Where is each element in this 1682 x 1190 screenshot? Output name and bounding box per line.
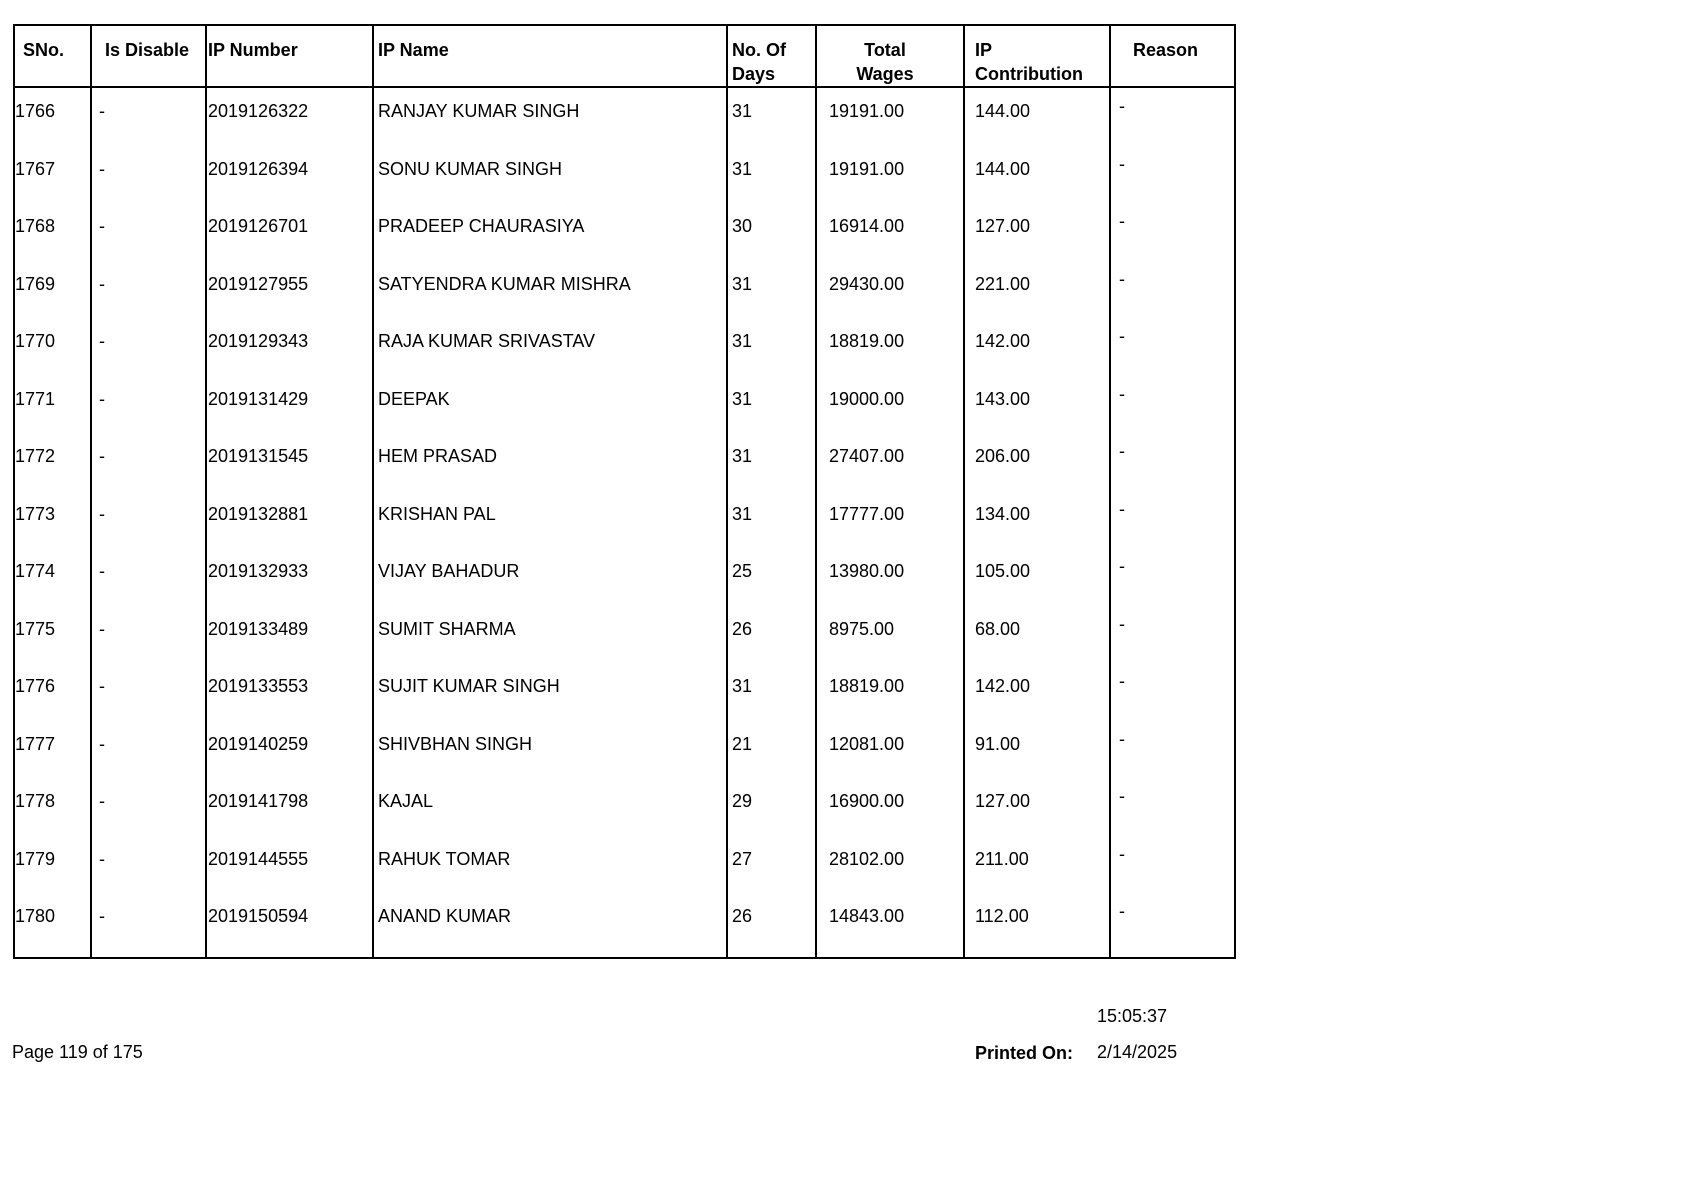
- cell-is-disable: [91, 433, 206, 491]
- cell-total-wages: [816, 261, 964, 319]
- table-row: [14, 491, 1235, 549]
- cell-ip-contribution: [964, 721, 1110, 779]
- table-row: [14, 778, 1235, 836]
- column-header-sno: [14, 25, 91, 87]
- cell-sno: [14, 721, 91, 779]
- cell-ip-name: [373, 203, 727, 261]
- cell-is-disable: [91, 778, 206, 836]
- cell-ip-number-value: 2019131429: [208, 388, 309, 409]
- cell-days: [727, 778, 816, 836]
- column-header-days-line1: No. Of: [732, 40, 786, 60]
- cell-total-wages-value: 19000.00: [829, 388, 905, 409]
- cell-days-value: 26: [732, 618, 753, 639]
- cell-reason: [1110, 836, 1235, 894]
- table-row: [14, 548, 1235, 606]
- cell-ip-contribution-value: 211.00: [975, 848, 1029, 869]
- cell-reason: [1110, 663, 1235, 721]
- cell-ip-contribution-value: 142.00: [975, 676, 1031, 696]
- cell-ip-contribution: [964, 261, 1110, 319]
- contribution-table: [13, 24, 1236, 959]
- cell-total-wages: [816, 376, 964, 434]
- cell-reason: [1110, 491, 1235, 549]
- cell-days: [727, 491, 816, 549]
- cell-ip-contribution-value: 91.00: [975, 733, 1021, 754]
- cell-sno-value: 1767: [15, 158, 56, 179]
- cell-ip-name-value: PRADEEP CHAURASIYA: [378, 216, 585, 236]
- cell-ip-name-value: SATYENDRA KUMAR MISHRA: [378, 273, 631, 294]
- cell-ip-name-value: SUJIT KUMAR SINGH: [378, 676, 560, 696]
- cell-reason: [1110, 87, 1235, 146]
- cell-days-value: 31: [732, 676, 753, 696]
- cell-reason-value: -: [1119, 786, 1125, 806]
- cell-is-disable-value: -: [99, 273, 105, 294]
- cell-total-wages-value: 27407.00: [829, 446, 905, 466]
- cell-sno: [14, 778, 91, 836]
- cell-sno-value: 1780: [15, 906, 56, 926]
- cell-sno-value: 1774: [15, 561, 56, 581]
- cell-reason-value: -: [1119, 901, 1125, 921]
- cell-days-value: 31: [732, 101, 753, 121]
- cell-is-disable: [91, 203, 206, 261]
- cell-days: [727, 87, 816, 146]
- cell-is-disable-value: -: [99, 906, 105, 926]
- cell-sno: [14, 318, 91, 376]
- cell-total-wages: [816, 663, 964, 721]
- table-row: [14, 318, 1235, 376]
- table-row: [14, 893, 1235, 958]
- cell-days-value: 31: [732, 446, 753, 466]
- cell-reason-value: -: [1119, 843, 1125, 864]
- table-row: [14, 721, 1235, 779]
- cell-ip-name: [373, 376, 727, 434]
- table-row: [14, 433, 1235, 491]
- cell-ip-number: [206, 606, 373, 664]
- cell-sno: [14, 836, 91, 894]
- cell-days: [727, 663, 816, 721]
- cell-ip-number: [206, 893, 373, 958]
- cell-ip-contribution-value: 134.00: [975, 503, 1031, 524]
- cell-is-disable-value: -: [99, 791, 105, 811]
- cell-sno: [14, 87, 91, 146]
- cell-ip-number-value: 2019126701: [208, 216, 309, 236]
- column-header-ip-number-label: IP Number: [208, 40, 298, 60]
- cell-ip-name-value: ANAND KUMAR: [378, 906, 512, 926]
- cell-sno-value: 1778: [15, 791, 56, 811]
- cell-sno: [14, 261, 91, 319]
- cell-ip-contribution: [964, 491, 1110, 549]
- cell-days: [727, 203, 816, 261]
- cell-total-wages: [816, 87, 964, 146]
- cell-ip-contribution: [964, 606, 1110, 664]
- cell-is-disable-value: -: [99, 216, 105, 236]
- cell-days-value: 31: [732, 273, 753, 294]
- cell-ip-number: [206, 721, 373, 779]
- cell-ip-contribution-value: 127.00: [975, 216, 1031, 236]
- table-row: [14, 261, 1235, 319]
- cell-ip-number-value: 2019127955: [208, 273, 309, 294]
- cell-is-disable: [91, 318, 206, 376]
- cell-ip-number: [206, 491, 373, 549]
- column-header-ip-name-label: IP Name: [378, 40, 449, 60]
- cell-reason-value: -: [1119, 268, 1125, 289]
- cell-total-wages-value: 14843.00: [829, 906, 905, 926]
- cell-total-wages: [816, 491, 964, 549]
- cell-total-wages-value: 18819.00: [829, 676, 905, 696]
- cell-ip-number: [206, 376, 373, 434]
- cell-ip-number-value: 2019144555: [208, 848, 309, 869]
- cell-ip-contribution: [964, 893, 1110, 958]
- cell-ip-name: [373, 261, 727, 319]
- cell-is-disable-value: -: [99, 676, 105, 696]
- cell-sno-value: 1772: [15, 446, 56, 466]
- cell-reason: [1110, 721, 1235, 779]
- cell-ip-number-value: 2019150594: [208, 906, 309, 926]
- cell-ip-contribution-value: 127.00: [975, 791, 1031, 811]
- cell-sno: [14, 491, 91, 549]
- column-header-is-disable-label: Is Disable: [105, 40, 190, 60]
- cell-total-wages-value: 28102.00: [829, 848, 905, 869]
- cell-ip-name: [373, 318, 727, 376]
- cell-ip-name: [373, 778, 727, 836]
- cell-days: [727, 433, 816, 491]
- table-row: [14, 606, 1235, 664]
- cell-ip-contribution: [964, 318, 1110, 376]
- cell-ip-contribution-value: 143.00: [975, 388, 1031, 409]
- cell-is-disable: [91, 836, 206, 894]
- cell-days: [727, 893, 816, 958]
- cell-total-wages-value: 13980.00: [829, 561, 905, 581]
- cell-total-wages: [816, 318, 964, 376]
- cell-sno: [14, 663, 91, 721]
- column-header-days: [727, 25, 816, 87]
- cell-sno: [14, 548, 91, 606]
- cell-ip-name: [373, 893, 727, 958]
- column-header-ip-contribution-label: [965, 26, 1109, 86]
- cell-days: [727, 318, 816, 376]
- cell-ip-number-value: 2019126394: [208, 158, 309, 179]
- column-header-reason: [1110, 25, 1235, 87]
- cell-days-value: 21: [732, 733, 753, 754]
- cell-ip-name: [373, 146, 727, 204]
- cell-sno-value: 1769: [15, 273, 56, 294]
- cell-is-disable: [91, 261, 206, 319]
- cell-total-wages-value: 12081.00: [829, 733, 905, 754]
- table-row: [14, 836, 1235, 894]
- column-header-reason-label: Reason: [1133, 40, 1199, 60]
- cell-sno: [14, 606, 91, 664]
- cell-sno-value: 1771: [15, 388, 56, 409]
- column-header-total-wages: [816, 25, 964, 87]
- cell-total-wages-value: 16914.00: [829, 216, 905, 236]
- cell-total-wages: [816, 778, 964, 836]
- cell-days: [727, 376, 816, 434]
- column-header-ip-name: [373, 25, 727, 87]
- cell-ip-contribution: [964, 663, 1110, 721]
- cell-ip-number: [206, 87, 373, 146]
- cell-sno: [14, 146, 91, 204]
- cell-ip-contribution-value: 144.00: [975, 158, 1031, 179]
- cell-ip-name: [373, 606, 727, 664]
- cell-days: [727, 721, 816, 779]
- cell-is-disable: [91, 87, 206, 146]
- cell-reason: [1110, 203, 1235, 261]
- table-row: [14, 376, 1235, 434]
- cell-ip-number: [206, 663, 373, 721]
- cell-reason-value: -: [1119, 556, 1125, 576]
- column-header-ip-contribution: [964, 25, 1110, 87]
- cell-is-disable: [91, 376, 206, 434]
- cell-ip-contribution-value: 68.00: [975, 618, 1021, 639]
- cell-ip-name: [373, 548, 727, 606]
- cell-ip-number-value: 2019133489: [208, 618, 309, 639]
- cell-ip-name: [373, 836, 727, 894]
- cell-ip-name: [373, 721, 727, 779]
- cell-sno: [14, 433, 91, 491]
- cell-ip-number: [206, 836, 373, 894]
- cell-ip-contribution: [964, 203, 1110, 261]
- cell-is-disable: [91, 663, 206, 721]
- cell-reason: [1110, 548, 1235, 606]
- cell-reason-value: -: [1119, 211, 1125, 231]
- cell-total-wages: [816, 433, 964, 491]
- column-header-days-line2: Days: [732, 64, 776, 84]
- cell-ip-contribution-value: 221.00: [975, 273, 1031, 294]
- cell-is-disable-value: -: [99, 618, 105, 639]
- cell-ip-name-value: RANJAY KUMAR SINGH: [378, 101, 580, 121]
- cell-ip-contribution: [964, 778, 1110, 836]
- cell-days-value: 31: [732, 503, 753, 524]
- table-body: [14, 87, 1235, 958]
- cell-reason-value: -: [1119, 671, 1125, 691]
- table-row: [14, 146, 1235, 204]
- cell-ip-name-value: KRISHAN PAL: [378, 503, 496, 524]
- cell-sno-value: 1773: [15, 503, 56, 524]
- cell-ip-number-value: 2019132881: [208, 503, 309, 524]
- cell-sno-value: 1766: [15, 101, 56, 121]
- cell-days-value: 25: [732, 561, 753, 581]
- cell-is-disable: [91, 721, 206, 779]
- printed-on-label: Printed On:: [975, 1043, 1073, 1063]
- column-header-contrib-line1: IP: [975, 40, 993, 60]
- cell-ip-number: [206, 146, 373, 204]
- cell-is-disable: [91, 548, 206, 606]
- cell-is-disable-value: -: [99, 446, 105, 466]
- cell-ip-name: [373, 433, 727, 491]
- cell-days-value: 30: [732, 216, 753, 236]
- cell-ip-contribution-value: 206.00: [975, 446, 1031, 466]
- cell-ip-contribution: [964, 87, 1110, 146]
- cell-reason: [1110, 893, 1235, 958]
- column-header-is-disable: [91, 25, 206, 87]
- cell-reason-value: -: [1119, 383, 1125, 404]
- cell-days-value: 31: [732, 158, 753, 179]
- cell-ip-number: [206, 548, 373, 606]
- cell-ip-number: [206, 433, 373, 491]
- print-date: 2/14/2025: [1097, 1042, 1178, 1062]
- cell-ip-name-value: RAJA KUMAR SRIVASTAV: [378, 331, 596, 351]
- cell-ip-contribution: [964, 836, 1110, 894]
- cell-ip-number-value: 2019140259: [208, 733, 309, 754]
- cell-reason-value: -: [1119, 728, 1125, 749]
- cell-ip-name-value: SHIVBHAN SINGH: [378, 733, 533, 754]
- cell-days: [727, 261, 816, 319]
- cell-ip-contribution-value: 105.00: [975, 561, 1031, 581]
- cell-total-wages-value: 17777.00: [829, 503, 905, 524]
- cell-ip-name-value: KAJAL: [378, 791, 434, 811]
- cell-sno: [14, 203, 91, 261]
- cell-ip-name: [373, 491, 727, 549]
- cell-ip-number: [206, 778, 373, 836]
- cell-ip-contribution: [964, 433, 1110, 491]
- cell-days-value: 26: [732, 906, 753, 926]
- cell-ip-number-value: 2019133553: [208, 676, 309, 696]
- cell-ip-contribution: [964, 548, 1110, 606]
- cell-days-value: 31: [732, 388, 753, 409]
- cell-total-wages-value: 19191.00: [829, 101, 905, 121]
- cell-is-disable-value: -: [99, 158, 105, 179]
- cell-is-disable: [91, 146, 206, 204]
- cell-ip-name-value: DEEPAK: [378, 388, 450, 409]
- cell-ip-contribution: [964, 146, 1110, 204]
- cell-sno-value: 1770: [15, 331, 56, 351]
- cell-reason: [1110, 376, 1235, 434]
- cell-total-wages-value: 18819.00: [829, 331, 905, 351]
- cell-sno: [14, 376, 91, 434]
- cell-ip-number-value: 2019131545: [208, 446, 309, 466]
- cell-total-wages: [816, 146, 964, 204]
- cell-sno: [14, 893, 91, 958]
- cell-days-value: 29: [732, 791, 753, 811]
- cell-reason: [1110, 146, 1235, 204]
- column-header-wages-line2: Wages: [856, 64, 914, 84]
- cell-reason: [1110, 433, 1235, 491]
- cell-days: [727, 146, 816, 204]
- cell-ip-name: [373, 663, 727, 721]
- cell-ip-name-value: SUMIT SHARMA: [378, 618, 516, 639]
- cell-sno-value: 1776: [15, 676, 56, 696]
- cell-sno-value: 1768: [15, 216, 56, 236]
- cell-days-value: 31: [732, 331, 753, 351]
- cell-reason-value: -: [1119, 153, 1125, 174]
- cell-days: [727, 606, 816, 664]
- cell-is-disable-value: -: [99, 101, 105, 121]
- cell-total-wages: [816, 721, 964, 779]
- table-row: [14, 87, 1235, 146]
- column-header-total-wages-label: [817, 26, 963, 86]
- cell-reason-value: -: [1119, 613, 1125, 634]
- cell-reason-value: -: [1119, 441, 1125, 461]
- column-header-days-label: [728, 26, 815, 86]
- cell-sno-value: 1777: [15, 733, 56, 754]
- cell-ip-contribution-value: 142.00: [975, 331, 1031, 351]
- cell-total-wages: [816, 203, 964, 261]
- cell-ip-name-value: RAHUK TOMAR: [378, 848, 511, 869]
- cell-total-wages: [816, 836, 964, 894]
- cell-is-disable: [91, 491, 206, 549]
- page-indicator: Page 119 of 175: [12, 1042, 143, 1062]
- column-header-sno-label: SNo.: [23, 40, 65, 60]
- cell-reason-value: -: [1119, 326, 1125, 346]
- cell-is-disable: [91, 893, 206, 958]
- column-header-contrib-line2: Contribution: [975, 64, 1083, 84]
- cell-is-disable-value: -: [99, 733, 105, 754]
- cell-total-wages-value: 16900.00: [829, 791, 905, 811]
- cell-ip-name-value: SONU KUMAR SINGH: [378, 158, 563, 179]
- cell-ip-name-value: VIJAY BAHADUR: [378, 561, 520, 581]
- cell-is-disable-value: -: [99, 331, 105, 351]
- cell-reason-value: -: [1119, 498, 1125, 519]
- print-time: 15:05:37: [1097, 1006, 1168, 1026]
- cell-total-wages-value: 29430.00: [829, 273, 905, 294]
- cell-total-wages: [816, 606, 964, 664]
- cell-is-disable-value: -: [99, 503, 105, 524]
- cell-ip-number: [206, 261, 373, 319]
- cell-total-wages-value: 8975.00: [829, 618, 895, 639]
- cell-reason: [1110, 778, 1235, 836]
- cell-days: [727, 548, 816, 606]
- cell-ip-number-value: 2019141798: [208, 791, 309, 811]
- table-header-row: [14, 25, 1235, 87]
- cell-ip-name: [373, 87, 727, 146]
- cell-days: [727, 836, 816, 894]
- cell-is-disable-value: -: [99, 848, 105, 869]
- cell-ip-number-value: 2019129343: [208, 331, 309, 351]
- cell-total-wages-value: 19191.00: [829, 158, 905, 179]
- cell-is-disable-value: -: [99, 388, 105, 409]
- cell-ip-number: [206, 203, 373, 261]
- cell-days-value: 27: [732, 848, 753, 869]
- table-row: [14, 663, 1235, 721]
- cell-total-wages: [816, 548, 964, 606]
- column-header-wages-line1: Total: [864, 40, 906, 60]
- cell-sno-value: 1779: [15, 848, 56, 869]
- cell-ip-number: [206, 318, 373, 376]
- column-header-ip-number: [206, 25, 373, 87]
- cell-ip-contribution-value: 144.00: [975, 101, 1031, 121]
- cell-sno-value: 1775: [15, 618, 56, 639]
- cell-reason: [1110, 261, 1235, 319]
- cell-reason-value: -: [1119, 96, 1125, 116]
- cell-reason: [1110, 606, 1235, 664]
- cell-ip-number-value: 2019132933: [208, 561, 309, 581]
- cell-ip-number-value: 2019126322: [208, 101, 309, 121]
- cell-is-disable-value: -: [99, 561, 105, 581]
- cell-ip-contribution-value: 112.00: [975, 906, 1029, 926]
- cell-ip-contribution: [964, 376, 1110, 434]
- cell-total-wages: [816, 893, 964, 958]
- cell-is-disable: [91, 606, 206, 664]
- cell-reason: [1110, 318, 1235, 376]
- table-row: [14, 203, 1235, 261]
- cell-ip-name-value: HEM PRASAD: [378, 446, 498, 466]
